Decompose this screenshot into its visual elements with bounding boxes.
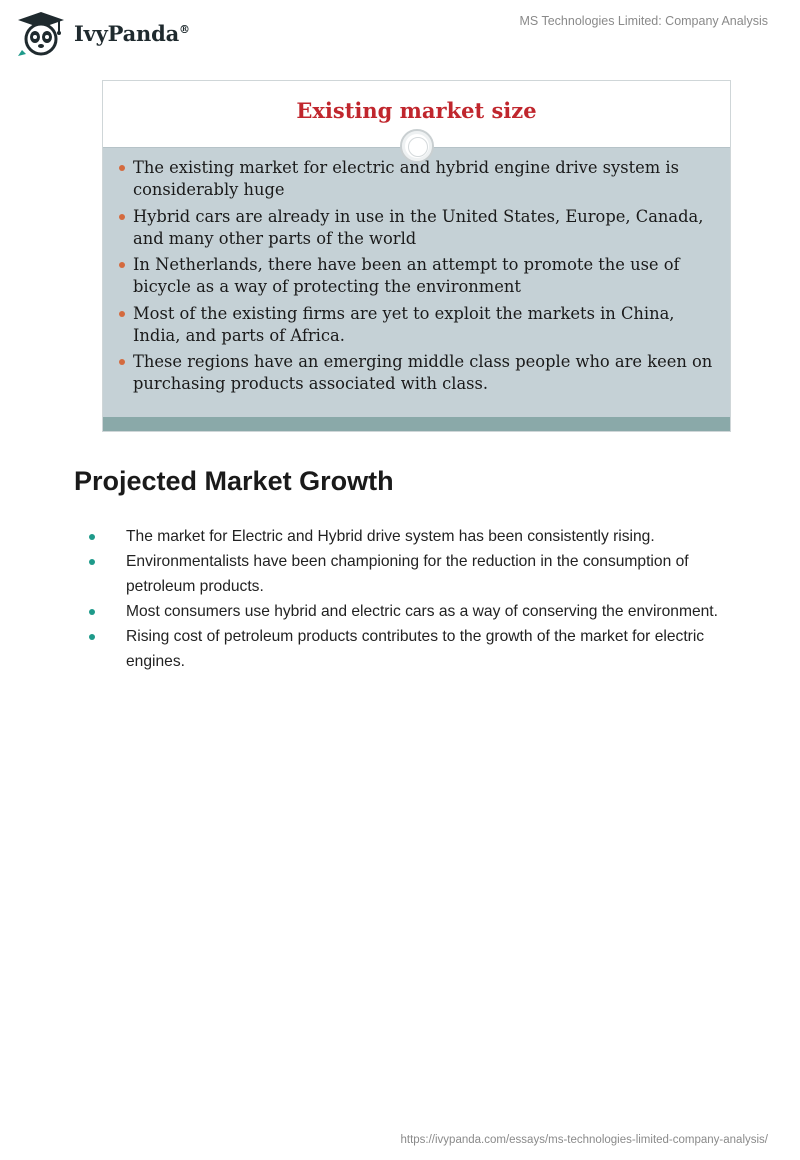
ivypanda-logo[interactable] (14, 10, 194, 56)
slide-bullet-item: Hybrid cars are already in use in the United States, Europe, Canada, and many other parts of the world (117, 206, 717, 250)
slide-bottom-bar (103, 417, 730, 431)
slide-bullet-item: Most of the existing firms are yet to exploit the markets in China, India, and parts of Africa. (117, 303, 717, 347)
slide-bullet-item: The existing market for electric and hybrid engine drive system is considerably huge (117, 157, 717, 201)
bullet-dot-icon (119, 359, 125, 365)
panda-graduate-icon (14, 10, 68, 56)
bullet-dot-icon (119, 311, 125, 317)
bullet-dot-icon (89, 634, 95, 640)
slide-image (102, 80, 731, 432)
growth-bullet-list (88, 524, 728, 674)
bullet-dot-icon (119, 262, 125, 268)
slide-bullet-item: These regions have an emerging middle class people who are keen on purchasing products associated with class. (117, 351, 717, 395)
list-item: Environmentalists have been championing for the reduction in the consumption of petroleum products. (88, 549, 728, 599)
bullet-dot-icon (89, 559, 95, 565)
bullet-dot-icon (89, 609, 95, 615)
document-title: MS Technologies Limited: Company Analysis (519, 14, 768, 28)
section-heading: Projected Market Growth (74, 466, 394, 496)
slide-title: Existing market size (296, 98, 537, 123)
source-url[interactable]: https://ivypanda.com/essays/ms-technologies-limited-company-analysis/ (400, 1134, 768, 1146)
bullet-dot-icon (89, 534, 95, 540)
list-item: The market for Electric and Hybrid drive system has been consistently rising. (88, 524, 728, 549)
bullet-dot-icon (119, 214, 125, 220)
bullet-dot-icon (119, 165, 125, 171)
list-item: Most consumers use hybrid and electric cars as a way of conserving the environment. (88, 599, 728, 624)
slide-bullet-item: In Netherlands, there have been an attempt to promote the use of bicycle as a way of protecting the environment (117, 254, 717, 298)
page-header (0, 0, 800, 60)
list-item: Rising cost of petroleum products contributes to the growth of the market for electric engines. (88, 624, 728, 674)
brand-name: IvyPanda® (74, 20, 190, 46)
slide-bullet-list (117, 157, 717, 400)
